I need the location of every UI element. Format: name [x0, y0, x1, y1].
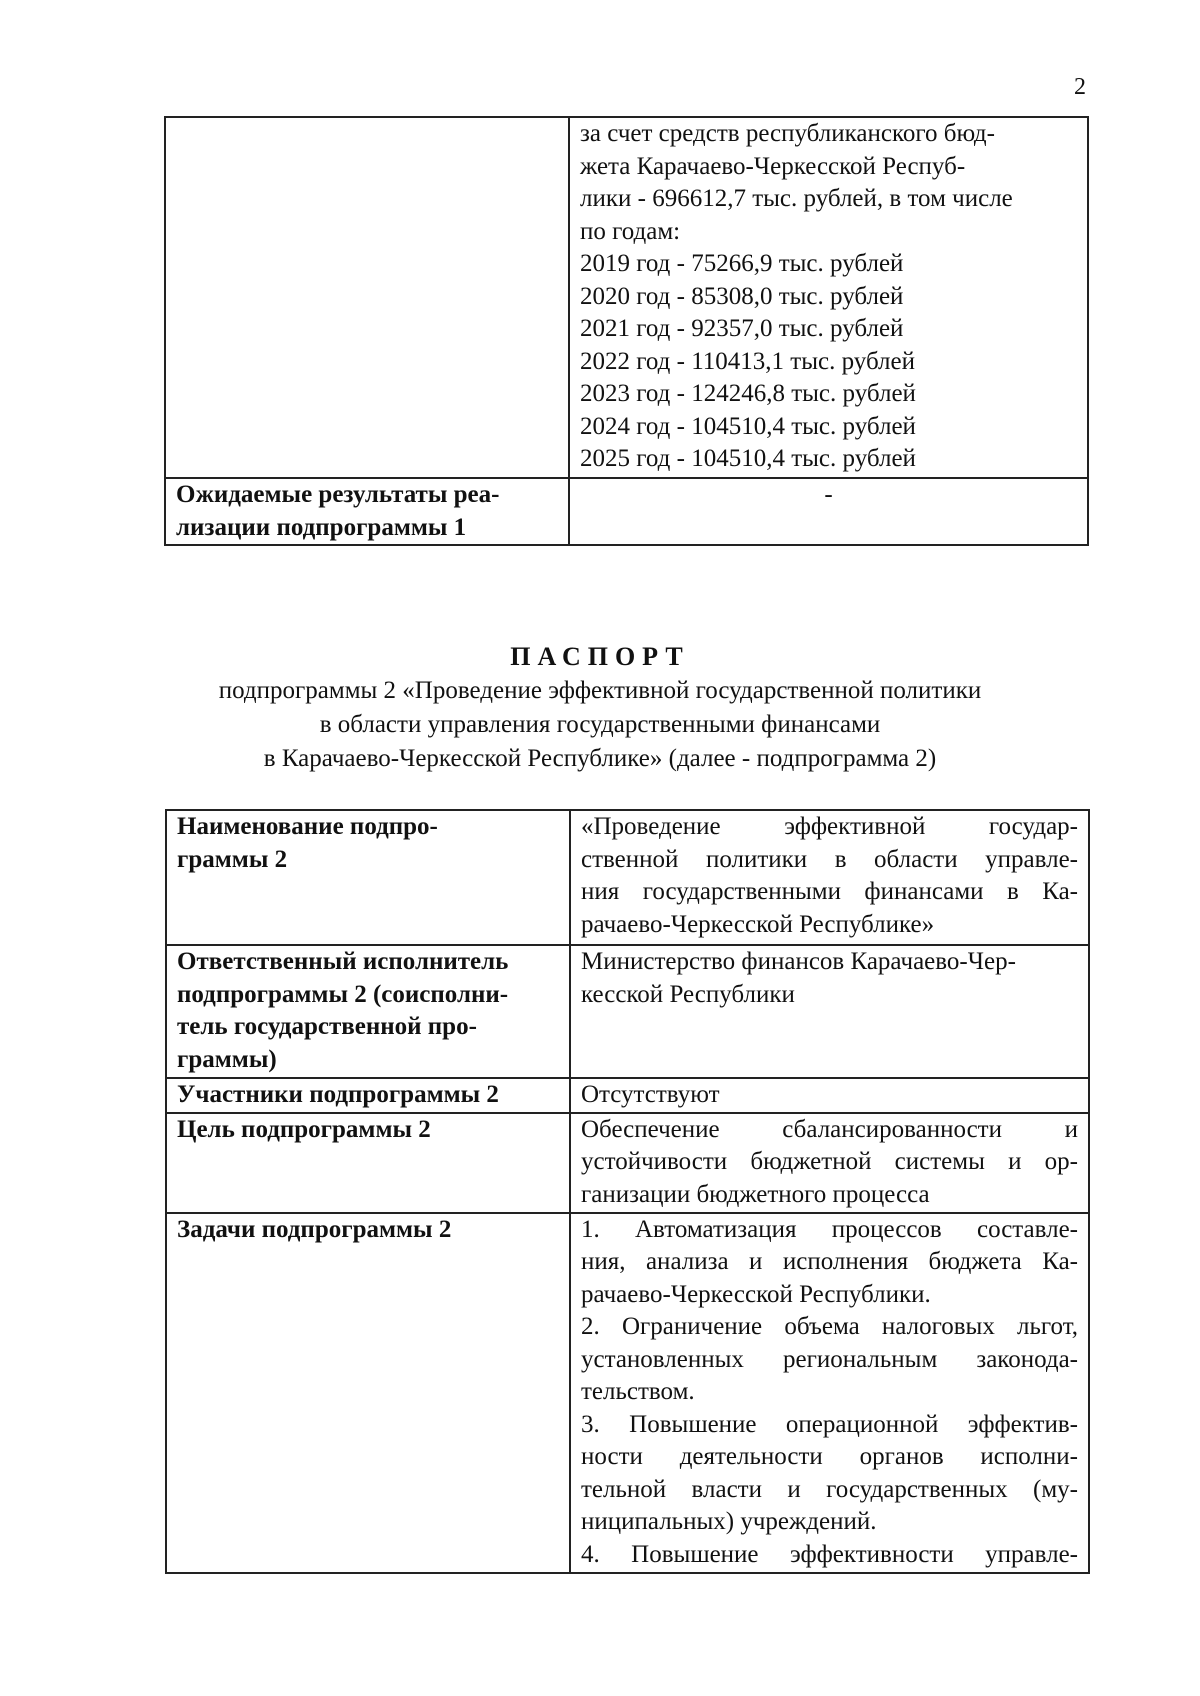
table-row [166, 945, 1089, 1078]
funding-year-line: 2023 год - 124246,8 тыс. рублей [580, 380, 916, 407]
row-label-goal [166, 1113, 570, 1213]
label-line: Участники подпрограммы 2 [177, 1081, 499, 1108]
funding-year-line: 2025 год - 104510,4 тыс. рублей [580, 445, 916, 472]
value-line: ственной политики в области управле- [581, 845, 1078, 873]
value-line: 3. Повышение операционной эффектив- [581, 1410, 1078, 1438]
row-value-tasks [570, 1213, 1089, 1573]
label-line: Задачи подпрограммы 2 [177, 1215, 452, 1243]
value-line: ния государственными финансами в Ка- [581, 878, 1078, 905]
passport-subtitle [0, 674, 1200, 776]
table-row [165, 117, 1088, 478]
label-line: Наименование подпро- [177, 813, 438, 840]
value-line: рачаево-Черкесской Республики. [581, 1280, 931, 1308]
value-line: 4. Повышение эффективности управле- [581, 1540, 1078, 1568]
funding-line: за счет средств республиканского бюд- [580, 120, 995, 147]
value-line: устойчивости бюджетной системы и ор- [581, 1148, 1078, 1175]
value-line: ганизации бюджетного процесса [581, 1180, 930, 1208]
table-row [165, 478, 1088, 545]
funding-year-line: 2019 год - 75266,9 тыс. рублей [580, 250, 904, 277]
page-number: 2 [1074, 74, 1086, 100]
value-line: «Проведение эффективной государ- [581, 813, 1078, 840]
table-row [166, 810, 1089, 945]
table-row [166, 1113, 1089, 1213]
label-line: Ожидаемые результаты реа- [176, 481, 500, 508]
funding-year-line: 2021 год - 92357,0 тыс. рублей [580, 315, 904, 342]
table-row [166, 1078, 1089, 1113]
value-line: рачаево-Черкесской Республике» [581, 910, 935, 938]
subtitle-line: в Карачаево-Черкесской Республике» (далее - подпрограмма 2) [263, 745, 937, 772]
value-line: тельной власти и государственных (му- [581, 1475, 1078, 1503]
row-value-goal [570, 1113, 1089, 1213]
row-value-participants [570, 1078, 1089, 1113]
passport-title: ПАСПОРТ [510, 642, 690, 671]
value-line: ния, анализа и исполнения бюджета Ка- [581, 1248, 1078, 1275]
subtitle-line: подпрограммы 2 «Проведение эффективной государственной политики [218, 677, 982, 704]
value-line: 2. Ограничение объема налоговых льгот, [581, 1313, 1078, 1340]
table-subprogram1-continuation [164, 116, 1089, 546]
funding-line: жета Карачаево-Черкесской Респуб- [580, 152, 966, 180]
row-label-executor [166, 945, 570, 1078]
value-line: 1. Автоматизация процессов составле- [581, 1215, 1078, 1243]
row-label-participants [166, 1078, 570, 1113]
value-line: Министерство финансов Карачаево-Чер- [581, 948, 1016, 975]
subtitle-line: в области управления государственными финансами [319, 711, 881, 738]
value-line: ниципальных) учреждений. [581, 1508, 877, 1535]
value-line: установленных региональным законода- [581, 1345, 1078, 1373]
row-value-executor [570, 945, 1089, 1078]
table-row [166, 1213, 1089, 1573]
funding-line: по годам: [580, 217, 681, 245]
value-line: ности деятельности органов исполни- [581, 1443, 1078, 1470]
table-cell-empty [165, 117, 569, 478]
row-value-name [570, 810, 1089, 945]
value-line: тельством. [581, 1378, 695, 1405]
row-label-name [166, 810, 570, 945]
label-line: подпрограммы 2 (соисполни- [177, 980, 509, 1008]
row-label-tasks [166, 1213, 570, 1573]
funding-cell [569, 117, 1088, 478]
funding-year-line: 2022 год - 110413,1 тыс. рублей [580, 347, 915, 375]
expected-results-label [165, 478, 569, 545]
value-line: кесской Республики [581, 980, 795, 1008]
funding-line: лики - 696612,7 тыс. рублей, в том числе [580, 185, 1013, 212]
label-line: граммы) [177, 1045, 277, 1073]
funding-year-line: 2024 год - 104510,4 тыс. рублей [580, 412, 916, 440]
value-line: Обеспечение сбалансированности и [581, 1115, 1078, 1143]
value-line: Отсутствуют [581, 1081, 720, 1108]
label-line: Ответственный исполнитель [177, 948, 509, 975]
label-line: Цель подпрограммы 2 [177, 1115, 431, 1143]
funding-year-line: 2020 год - 85308,0 тыс. рублей [580, 282, 904, 310]
label-line: тель государственной про- [177, 1013, 477, 1040]
table-subprogram2-passport [165, 809, 1090, 1574]
label-line: лизации подпрограммы 1 [176, 513, 467, 541]
label-line: граммы 2 [177, 845, 288, 873]
expected-results-value: - [569, 478, 1088, 545]
